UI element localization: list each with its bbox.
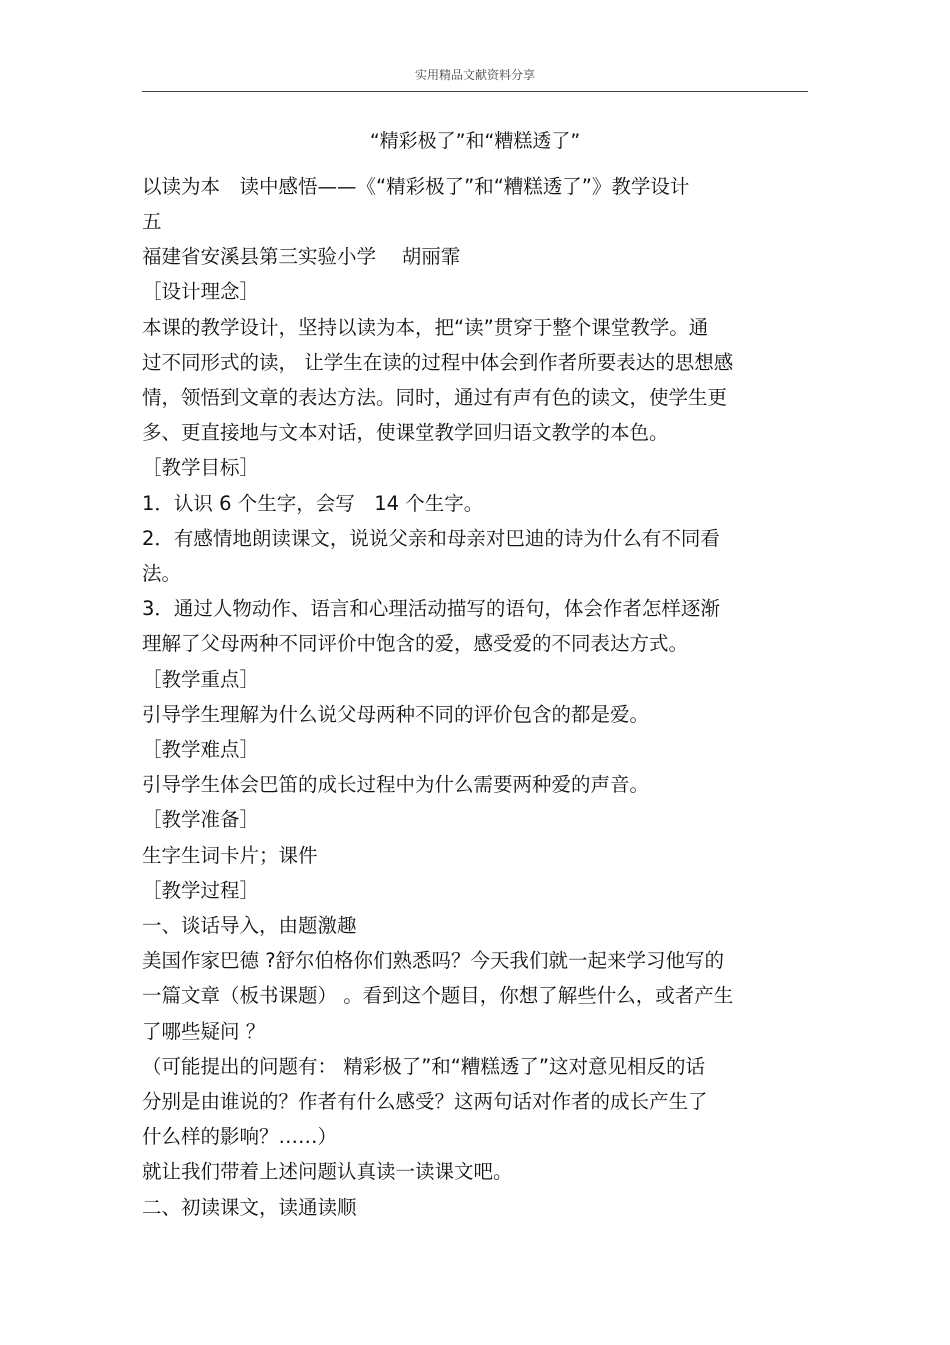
text-line: 引导学生体会巴笛的成长过程中为什么需要两种爱的声音。 xyxy=(142,773,650,796)
section-heading: ［教学目标］ xyxy=(142,456,260,479)
text-line: 3．通过人物动作、语言和心理活动描写的语句，体会作者怎样逐渐 xyxy=(142,597,720,620)
text-line: 本课的教学设计，坚持以读为本，把“读”贯穿于整个课堂教学。通 xyxy=(142,316,709,339)
text-line: 什么样的影响？……） xyxy=(142,1125,338,1148)
text-line: 分别是由谁说的？作者有什么感受？这两句话对作者的成长产生了 xyxy=(142,1090,708,1113)
text-line: 2．有感情地朗读课文，说说父亲和母亲对巴迪的诗为什么有不同看 xyxy=(142,527,720,550)
text-line: 理解了父母两种不同评价中饱含的爱，感受爱的不同表达方式。 xyxy=(142,632,689,655)
text-line: 一篇文章（板书课题） 。看到这个题目，你想了解些什么，或者产生 xyxy=(142,984,734,1007)
text-line: 美国作家巴德 ?舒尔伯格你们熟悉吗？今天我们就一起来学习他写的 xyxy=(142,949,725,972)
section-heading: ［教学重点］ xyxy=(142,668,260,691)
section-heading: ［教学过程］ xyxy=(142,879,260,902)
text-line: 多、更直接地与文本对话，使课堂教学回归语文教学的本色。 xyxy=(142,421,669,444)
text-line: 法。 xyxy=(142,562,182,585)
text-line: 1．认识 6 个生字，会写 14 个生字。 xyxy=(142,492,484,515)
text-line: 引导学生理解为什么说父母两种不同的评价包含的都是爱。 xyxy=(142,703,650,726)
text-line: 情，领悟到文章的表达方法。同时，通过有声有色的读文，使学生更 xyxy=(142,386,728,409)
text-line: 二、初读课文，读通读顺 xyxy=(142,1196,357,1219)
text-line: 生字生词卡片；课件 xyxy=(142,844,318,867)
document-title: “精彩极了”和“糟糕透了” xyxy=(369,130,581,152)
text-line: 五 xyxy=(142,210,162,233)
text-line: 以读为本 读中感悟——《“精彩极了”和“糟糕透了”》教学设计 xyxy=(142,175,690,198)
text-line: 了哪些疑问 ？ xyxy=(142,1020,266,1043)
text-line: （可能提出的问题有： 精彩极了”和“糟糕透了”这对意见相反的话 xyxy=(142,1055,706,1078)
page-header: 实用精品文献资料分享 xyxy=(414,68,535,82)
section-heading: ［设计理念］ xyxy=(142,280,260,303)
text-line: 福建省安溪县第三实验小学 胡丽霏 xyxy=(142,245,461,268)
section-heading: ［教学难点］ xyxy=(142,738,260,761)
text-line: 就让我们带着上述问题认真读一读课文吧。 xyxy=(142,1160,513,1183)
text-line: 过不同形式的读， 让学生在读的过程中体会到作者所要表达的思想感 xyxy=(142,351,734,374)
section-heading: ［教学准备］ xyxy=(142,808,260,831)
text-line: 一、谈话导入，由题激趣 xyxy=(142,914,357,937)
header-rule xyxy=(142,91,808,92)
